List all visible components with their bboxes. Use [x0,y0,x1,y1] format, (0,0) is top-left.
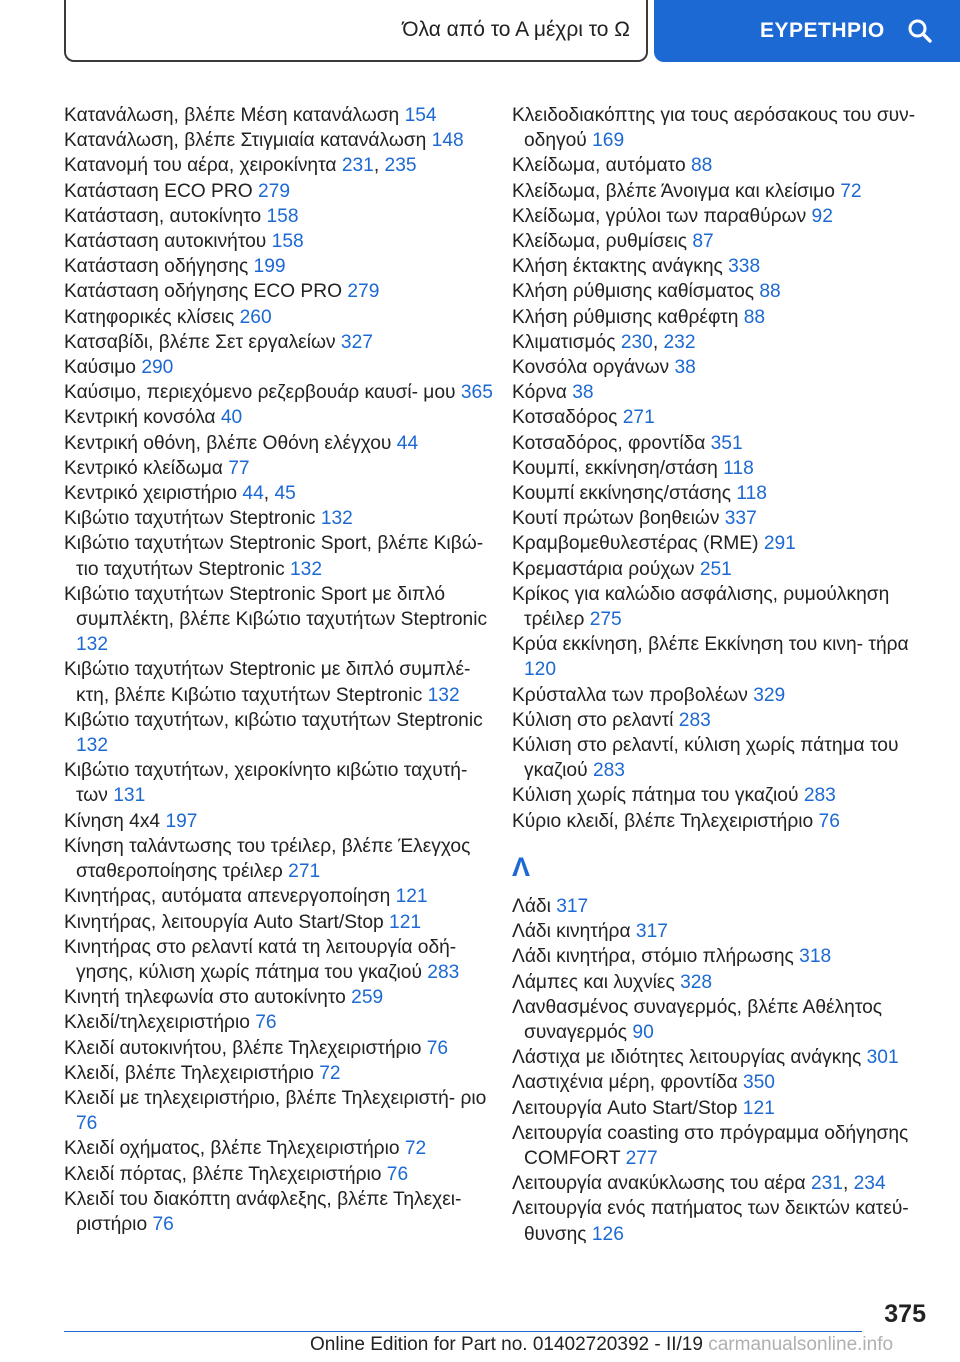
page-link[interactable]: 283 [427,961,460,983]
index-entry: Κλιματισμός 230, 232 [512,331,696,353]
index-entry-text: Κεντρικό κλείδωμα [64,457,223,479]
tab-all-a-to-z[interactable] [64,0,648,62]
index-entry [64,582,494,658]
index-entry [64,380,494,405]
index-entry [512,1070,932,1095]
index-entry-text: Κύλιση χωρίς πάτημα του γκαζιού [512,785,799,807]
page-link[interactable]: 337 [724,508,757,530]
index-entry-text: Κατάσταση, αυτοκίνητο [64,205,262,227]
index-entry-text: Λάμπες και λυχνίες [512,971,675,993]
page-link[interactable]: 260 [239,306,272,328]
page-link[interactable]: 158 [266,205,299,227]
index-entry-text: Κεντρική οθόνη, βλέπε Οθόνη ελέγχου [64,432,392,454]
index-entry-text: Λειτουργία ανακύκλωσης του αέρα [512,1173,806,1195]
index-entry-text: Κλήση ρύθμισης καθρέφτη [512,306,739,328]
index-entry-text: Κλειδί πόρτας, βλέπε Τηλεχειριστήριο [64,1163,382,1185]
page-link[interactable]: 118 [723,457,754,479]
index-entry-text: Κιβώτιο ταχυτήτων Steptronic [64,508,316,530]
index-entry [512,456,932,481]
page-link[interactable]: 44 [242,483,264,505]
page-link[interactable]: 132 [76,634,109,656]
page-link[interactable]: 72 [840,180,862,202]
index-entry-text: Κλειδί/τηλεχειριστήριο [64,1012,250,1034]
tab-index[interactable] [654,0,960,62]
index-entry: Κατανομή του αέρα, χειροκίνητα 231, 235 [64,155,417,177]
page-link[interactable]: 318 [799,946,832,968]
index-entry [64,935,494,985]
index-entry-text: Κλειδί αυτοκινήτου, βλέπε Τηλεχειριστήριο [64,1037,422,1059]
index-entry-text: Κραμβομεθυλεστέρας (RME) [512,533,759,555]
index-entry [512,1096,932,1121]
page-link[interactable]: 199 [253,256,286,278]
index-entry [512,405,932,430]
page-link[interactable]: 232 [663,331,696,353]
page-link[interactable]: 235 [384,155,417,177]
index-column-left [64,103,494,1237]
page-link[interactable]: 76 [76,1113,98,1135]
page-link[interactable]: 317 [635,921,668,943]
index-entry [512,783,932,808]
index-entry-text: Κρίκος για καλώδιο ασφάλισης, ρυμούλκηση τρέιλερ [512,583,890,631]
index-entry-text: Κεντρική κονσόλα [64,407,216,429]
index-entry [512,305,932,330]
page-link[interactable]: 40 [220,407,243,429]
index-entry-text: Κλείδωμα, γρύλοι των παραθύρων [512,205,807,227]
index-entry-text: Κιβώτιο ταχυτήτων, κιβώτιο ταχυτήτων Steptronic [64,709,483,731]
index-entry [64,834,494,884]
page-link[interactable]: 45 [274,483,296,505]
index-entry [512,809,932,834]
page-link[interactable]: 72 [404,1138,427,1160]
page-link[interactable]: 279 [257,180,290,202]
index-entry-text: Κλιματισμός [512,331,616,353]
index-entry [64,179,494,204]
page-link[interactable]: 365 [460,382,493,404]
index-entry [512,531,932,556]
page-link[interactable]: 77 [228,457,250,479]
footer-divider [64,1331,862,1332]
index-entry [512,380,932,405]
page-link[interactable]: 120 [524,659,557,681]
footer-watermark: carmanualsonline.info [708,1334,894,1355]
index-entry [64,708,494,758]
page-link[interactable]: 327 [340,331,373,353]
index-entry-text: Λάδι κινητήρα [512,921,631,943]
index-entry-text: Κλήση έκτακτης ανάγκης [512,256,723,278]
index-entry-text: Κονσόλα οργάνων [512,357,670,379]
index-entry-text: Κρύα εκκίνηση, βλέπε Εκκίνηση του κινη‐ τήρα [512,634,909,656]
index-entry-text: Κλήση ρύθμισης καθίσματος [512,281,754,303]
page-link[interactable]: 351 [710,432,743,454]
page-link[interactable]: 234 [853,1173,886,1195]
page-link[interactable]: 290 [141,357,174,379]
index-entry-text: Κιβώτιο ταχυτήτων Steptronic Sport με διπλό συμπλέκτη, βλέπε Κιβώτιο ταχυτήτων Steptronic [64,583,488,631]
index-entry [512,944,932,969]
index-entry [64,128,494,153]
index-entry-text: Κινητή τηλεφωνία στο αυτοκίνητο [64,987,346,1009]
index-entry [512,970,932,995]
footer-edition: Online Edition for Part no. 01402720392 - II/19 [310,1334,703,1355]
index-entry [64,279,494,304]
tab-all-label: Όλα από το Α μέχρι το Ω [402,18,630,41]
index-entry [64,254,494,279]
index-entry-text: Κρύσταλλα των προβολέων [512,684,748,706]
index-entry-text: Κλείδωμα, αυτόματο [512,155,686,177]
index-entry-text: Κλειδί με τηλεχειριστήριο, βλέπε Τηλεχειριστή‐ ριο [64,1087,487,1109]
page-link[interactable]: 121 [395,886,428,908]
index-entry [512,1045,932,1070]
index-entry-text: Κατσαβίδι, βλέπε Σετ εργαλείων [64,331,336,353]
index-entry [512,204,932,229]
index-entry [64,1136,494,1161]
index-entry [512,582,932,632]
index-entry [512,431,932,456]
page-link[interactable]: 88 [691,155,713,177]
page-link[interactable]: 76 [152,1213,174,1235]
index-entry [64,103,494,128]
index-entry [512,481,932,506]
index-entry [512,1196,932,1246]
search-icon[interactable] [907,18,933,44]
index-entry [64,657,494,707]
index-entry [64,1010,494,1035]
index-entry [64,1162,494,1187]
index-entry [512,355,932,380]
page-number: 375 [884,1300,926,1328]
index-entry [64,758,494,808]
page-link[interactable]: 148 [431,130,464,152]
index-entry-text: Κιβώτιο ταχυτήτων, χειροκίνητο κιβώτιο ταχυτή‐ των [64,760,468,807]
page-link[interactable]: 132 [76,735,109,757]
index-entry [512,683,932,708]
page-link[interactable]: 88 [759,281,781,303]
index-entry [512,254,932,279]
page-link[interactable]: 283 [803,785,836,807]
index-group-lambda [512,894,932,1247]
index-entry-text: Λάδι [512,895,551,917]
index-entry-text: Κατάσταση οδήγησης [64,256,249,278]
index-entry [512,995,932,1045]
index-entry [512,103,932,153]
index-entry-text: Κατάσταση ECO PRO [64,180,253,202]
index-entry-text: Κουμπί, εκκίνηση/στάση [512,457,718,479]
page-link[interactable]: 121 [742,1097,775,1119]
index-entry-text: Κοτσαδόρος [512,407,618,429]
index-entry-text: Κλείδωμα, βλέπε Άνοιγμα και κλείσιμο [512,180,835,202]
page-link[interactable]: 72 [319,1062,341,1084]
page-link[interactable]: 197 [165,810,198,832]
page-link[interactable]: 283 [592,760,625,782]
index-entry [64,1036,494,1061]
page-link[interactable]: 271 [622,407,655,429]
page-link[interactable]: 350 [742,1072,775,1094]
index-entry: Κεντρικό χειριστήριο 44, 45 [64,483,296,505]
section-letter: Λ [512,851,531,882]
index-entry-text: Κλειδί οχήματος, βλέπε Τηλεχειριστήριο [64,1138,400,1160]
page-link[interactable]: 230 [620,331,653,353]
index-entry-text: Κλειδί, βλέπε Τηλεχειριστήριο [64,1062,314,1084]
index-entry [64,506,494,531]
index-entry [512,919,932,944]
index-entry [64,355,494,380]
index-entry-text: Καύσιμο [64,357,136,379]
index-entry [512,557,932,582]
index-entry-text: Κλείδωμα, ρυθμίσεις [512,231,687,253]
page-link[interactable]: 317 [556,895,589,917]
page-link[interactable]: 132 [320,508,353,530]
page-link[interactable]: 259 [351,987,384,1009]
index-entry-text: Λάδι κινητήρα, στόμιο πλήρωσης [512,946,794,968]
tab-index-label: ΕΥΡΕΤΗΡΙΟ [760,19,885,42]
index-entry-text: Κύλιση στο ρελαντί, κύλιση χωρίς πάτημα του γκαζιού [512,735,899,782]
index-column-right [512,103,932,1247]
index-entry-text: Κύριο κλειδί, βλέπε Τηλεχειριστήριο [512,810,814,832]
page-link[interactable]: 87 [692,231,714,253]
index-entry-text: Κόρνα [512,382,567,404]
index-entry [512,733,932,783]
index-entry-text: Λειτουργία coasting στο πρόγραμμα οδήγησης COMFORT [512,1122,909,1169]
index-entry-text: Λαστιχένια μέρη, φροντίδα [512,1072,738,1094]
index-entry [512,229,932,254]
index-entry [64,305,494,330]
index-entry-text: Λάστιχα με ιδιότητες λειτουργίας ανάγκης [512,1047,862,1069]
index-entry [512,506,932,531]
index-entry-text: Κινητήρας, αυτόματα απενεργοποίηση [64,886,391,908]
page-link[interactable]: 158 [271,231,304,253]
index-entry [512,179,932,204]
page-link[interactable]: 76 [386,1163,409,1185]
index-entry [64,531,494,581]
page-link[interactable]: 277 [625,1147,658,1169]
page-link[interactable]: 154 [404,105,437,126]
page-link[interactable]: 90 [632,1021,654,1043]
index-group-kappa [512,103,932,834]
index-entry [512,153,932,178]
footer [310,1334,893,1356]
page-link[interactable]: 338 [728,256,761,278]
index-entry [512,279,932,304]
index-entry [64,330,494,355]
index-entry-text: Κίνηση 4x4 [64,810,161,832]
index-entry [64,456,494,481]
page-link[interactable]: 76 [818,810,840,832]
page-link[interactable]: 271 [288,861,321,883]
index-entry-text: Κιβώτιο ταχυτήτων Steptronic με διπλό συμπλέ‐ κτη, βλέπε Κιβώτιο ταχυτήτων Steptronic [64,659,471,706]
page-link[interactable]: 76 [255,1012,277,1034]
index-entry [64,204,494,229]
index-entry-text: Κλειδοδιακόπτης για τους αερόσακους του συν‐ οδηγού [512,105,916,152]
page-link[interactable]: 291 [763,533,796,555]
page-link[interactable]: 328 [680,971,713,993]
index-entry-text: Λειτουργία Auto Start/Stop [512,1097,738,1119]
page-link[interactable]: 231 [810,1173,843,1195]
index-entry-text: Κοτσαδόρος, φροντίδα [512,432,706,454]
index-entry [64,985,494,1010]
index-entry [64,910,494,935]
page-link[interactable]: 251 [699,558,732,580]
index-entry [512,894,932,919]
index-entry-text: Κατανάλωση, βλέπε Μέση κατανάλωση [64,105,400,126]
index-entry: Λειτουργία ανακύκλωσης του αέρα 231, 234 [512,1173,886,1195]
index-entry-text: Κύλιση στο ρελαντί [512,709,674,731]
page-link[interactable]: 92 [811,205,833,227]
page-link[interactable]: 275 [589,609,622,631]
page-link[interactable]: 88 [743,306,766,328]
index-entry [512,708,932,733]
index-entry-text: Κλειδί του διακόπτη ανάφλεξης, βλέπε Τηλεχει‐ ριστήριο [64,1188,462,1235]
index-entry-text: Κεντρικό χειριστήριο [64,483,238,505]
index-entry-text: Κουτί πρώτων βοηθειών [512,508,720,530]
index-entry [64,1086,494,1136]
page-link[interactable]: 44 [396,432,419,454]
index-entry-text: Κατανάλωση, βλέπε Στιγμιαία κατανάλωση [64,130,427,152]
index-entry-text: Κατάσταση οδήγησης ECO PRO [64,281,343,303]
page-link[interactable]: 329 [753,684,786,706]
index-entry [64,1061,494,1086]
index-entry-text: Κιβώτιο ταχυτήτων Steptronic Sport, βλέπε Κιβώ‐ τιο ταχυτήτων Steptronic [64,533,484,580]
page-link[interactable]: 283 [678,709,711,731]
index-entry-text: Κίνηση ταλάντωσης του τρέιλερ, βλέπε Έλεγχος σταθεροποίησης τρέιλερ [64,835,471,883]
index-entry [64,431,494,456]
index-entry-text: Λανθασμένος συναγερμός, βλέπε Αθέλητος συναγερμός [512,996,883,1043]
index-entry-text: Καύσιμο, περιεχόμενο ρεζερβουάρ καυσί‐ μου [64,382,456,404]
page-link[interactable]: 76 [426,1037,449,1059]
index-entry [64,809,494,834]
index-entry-text: Λειτουργία ενός πατήματος των δεικτών κατεύ‐ θυνσης [512,1198,909,1245]
page-link[interactable]: 279 [347,281,380,303]
index-entry [64,884,494,909]
index-entry-text: Κρεμαστάρια ρούχων [512,558,695,580]
index-entry [64,405,494,430]
index-entry-text: Κατάσταση αυτοκινήτου [64,231,267,253]
page-link[interactable]: 38 [572,382,594,404]
index-entry-text: Κινητήρας, λειτουργία Auto Start/Stop [64,911,384,933]
page-link[interactable]: 118 [736,483,767,505]
index-entry [512,632,932,682]
index-entry-text: Κινητήρας στο ρελαντί κατά τη λειτουργία οδή‐ γησης, κύλιση χωρίς πάτημα του γκαζιού [64,936,457,983]
page-link[interactable]: 38 [674,357,696,379]
index-entry [64,229,494,254]
page-link[interactable]: 126 [591,1223,624,1245]
page-link[interactable]: 301 [866,1047,899,1069]
index-entry [64,1187,494,1237]
page-link[interactable]: 132 [427,684,460,706]
index-entry-text: Κατηφορικές κλίσεις [64,306,235,328]
page-link[interactable]: 231 [341,155,374,177]
index-entry [512,1121,932,1171]
page-link[interactable]: 169 [592,130,625,152]
page-link[interactable]: 121 [389,911,422,933]
index-entry-text: Κουμπί εκκίνησης/στάσης [512,483,731,505]
index-entry-text: Κατανομή του αέρα, χειροκίνητα [64,155,337,177]
page-link[interactable]: 132 [290,558,323,580]
page-link[interactable]: 131 [113,785,146,807]
